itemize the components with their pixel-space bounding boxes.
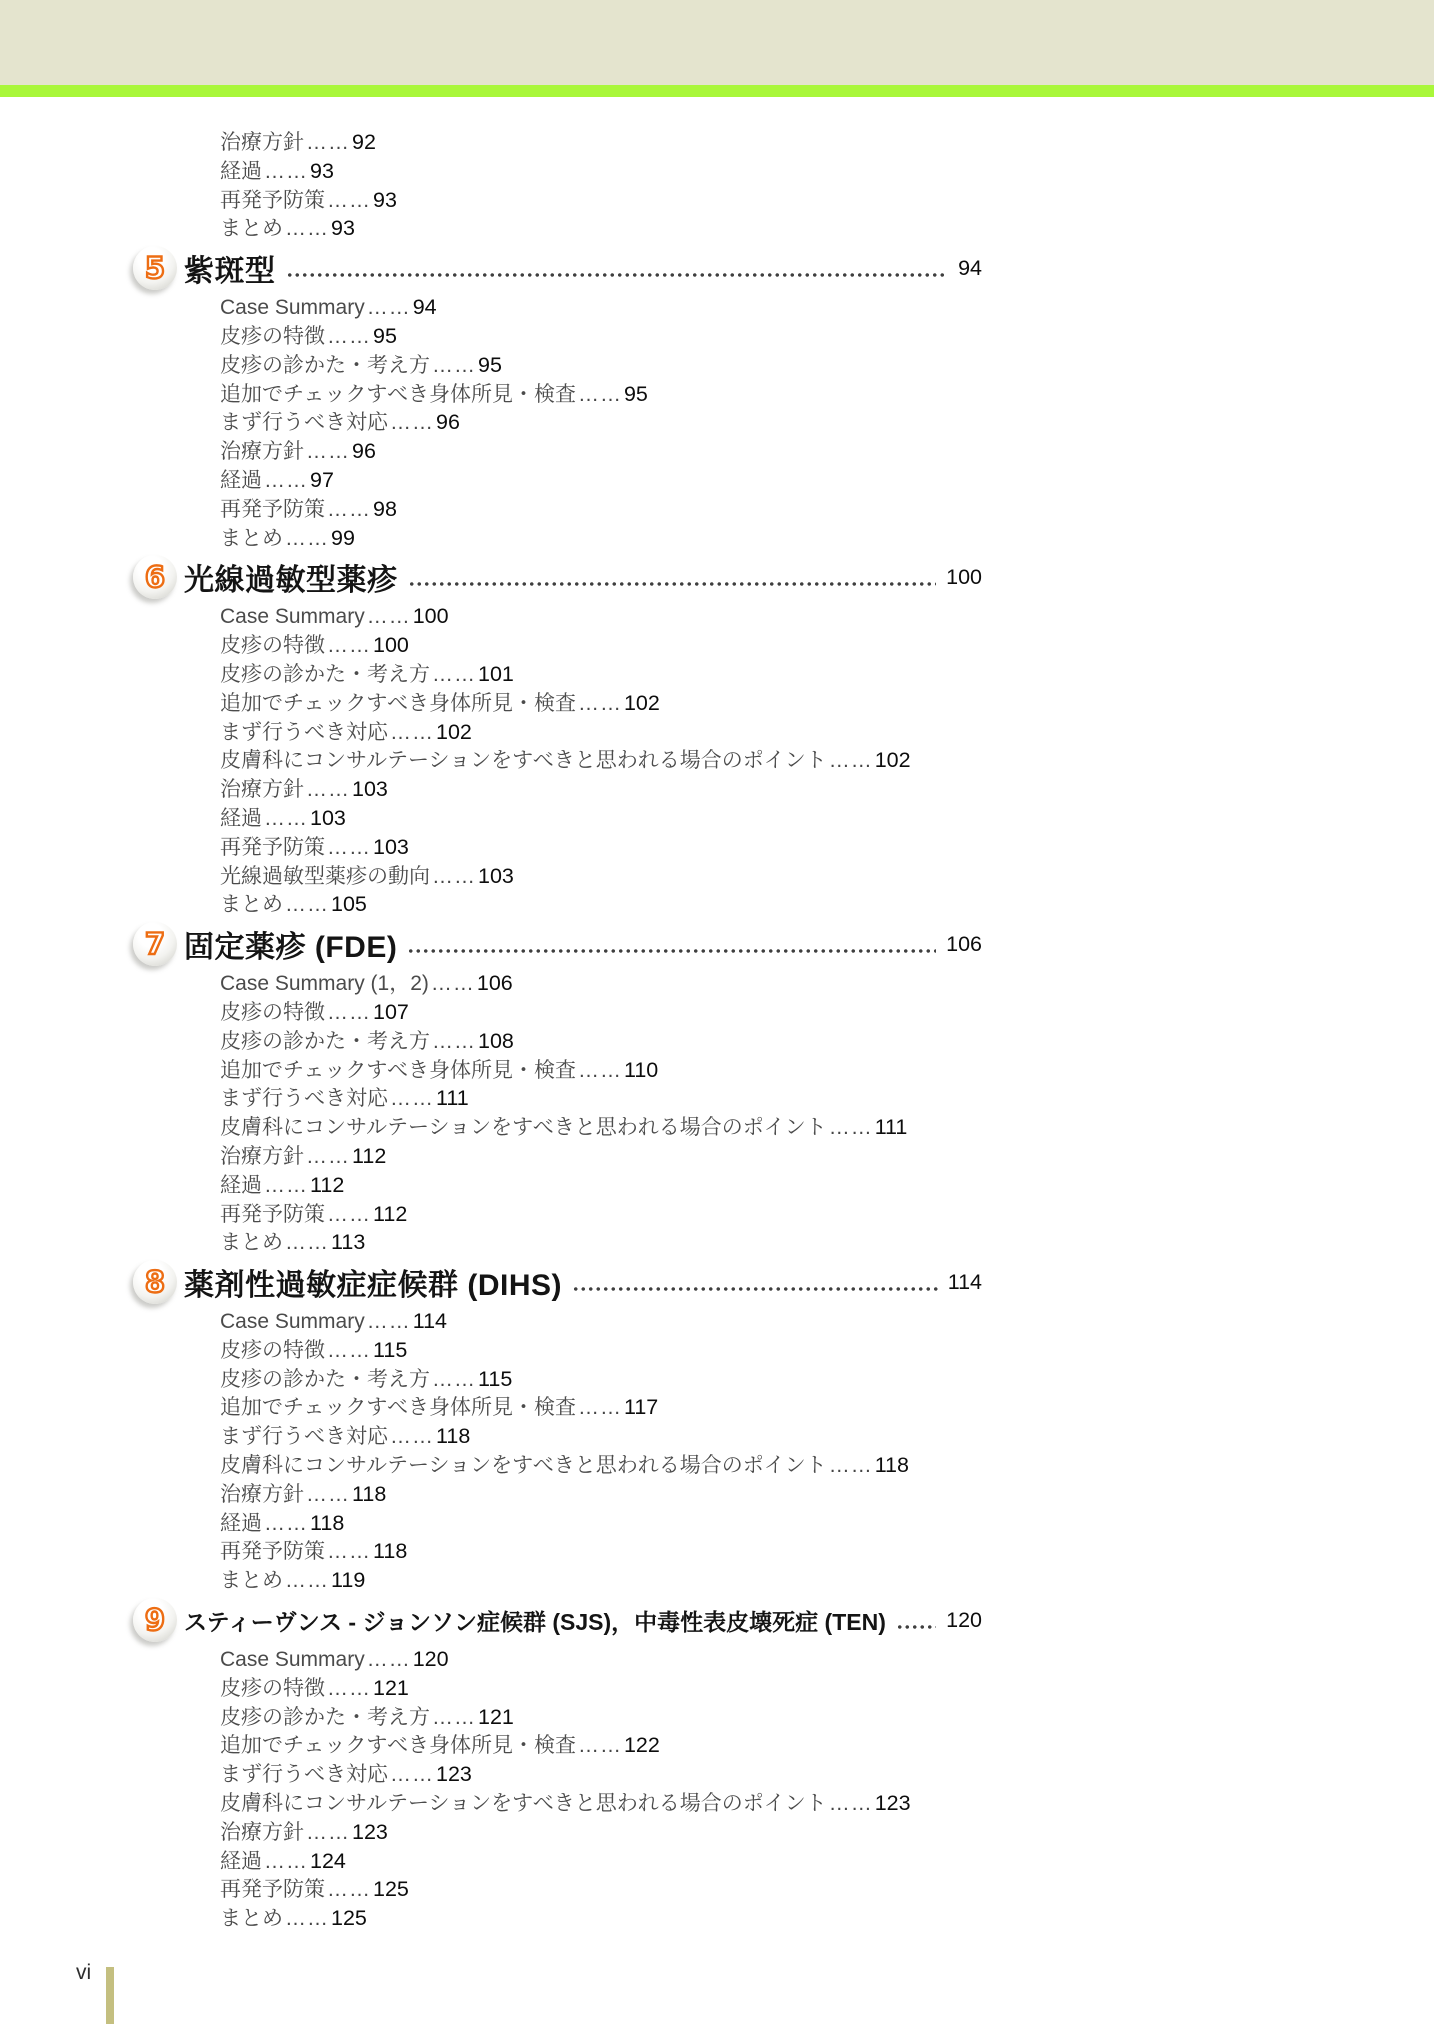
toc-subitem-page-number: 121: [373, 1675, 409, 1700]
toc-subitem-page-number: 112: [310, 1172, 345, 1197]
toc-subitem: [220, 437, 982, 466]
toc-subitem-label: 経過: [220, 1849, 262, 1873]
section-title: 紫斑型: [184, 255, 276, 289]
section-title: 固定薬疹 (FDE): [184, 931, 398, 965]
toc-subitem: [220, 1056, 982, 1085]
toc-subitem-page-number: 111: [874, 1115, 908, 1140]
toc-subitem-page-number: 117: [623, 1395, 659, 1420]
toc-subitem: [220, 1171, 982, 1200]
toc-subitem-page-number: 106: [476, 971, 513, 996]
toc-subitem-label: まとめ: [220, 893, 283, 917]
section-subitems: [133, 969, 982, 1257]
toc-subitem-dot-leader: ……: [432, 662, 476, 686]
toc-subitem-dot-leader: ……: [430, 972, 475, 996]
toc-subitem: [220, 186, 982, 215]
toc-subitem-dot-leader: ……: [327, 1000, 371, 1024]
toc-subitem-dot-leader: ……: [285, 1907, 329, 1931]
toc-subitem-page-number: 118: [310, 1510, 345, 1535]
toc-subitem-page-number: 105: [331, 892, 367, 917]
toc-subitem-label: 経過: [220, 468, 262, 492]
toc-subitem-page-number: 103: [310, 805, 346, 830]
toc-subitem-label: 治療方針: [220, 1144, 304, 1168]
toc-subitem-dot-leader: ……: [366, 1310, 411, 1334]
toc-subitem: [220, 969, 982, 998]
toc-subitem-label: まとめ: [220, 1569, 283, 1593]
toc-subitem-label: 皮疹の診かた・考え方: [220, 353, 430, 377]
toc-subitem: [220, 322, 982, 351]
toc-subitem-dot-leader: ……: [285, 1231, 329, 1255]
toc-subitem-label: 皮疹の特徴: [220, 324, 325, 348]
toc-subitem: [220, 602, 982, 631]
toc-subitem: [220, 293, 982, 322]
toc-subitem-dot-leader: ……: [306, 1482, 350, 1506]
toc-subitem-label: 追加でチェックすべき身体所見・検査: [220, 382, 576, 406]
toc-subitem-page-number: 114: [412, 1309, 447, 1334]
toc-subitem-page-number: 93: [310, 158, 334, 183]
toc-subitem-dot-leader: ……: [264, 1511, 308, 1535]
toc-subitem-page-number: 123: [874, 1791, 911, 1816]
folio-page-number: vi: [76, 1961, 92, 1984]
toc-subitem-label: 経過: [220, 159, 262, 183]
toc-subitem-dot-leader: ……: [285, 1569, 329, 1593]
toc-subitem-label: 追加でチェックすべき身体所見・検査: [220, 1058, 576, 1082]
toc-subitem-page-number: 110: [623, 1057, 659, 1082]
toc-intro-items: [133, 97, 982, 243]
toc-subitem-page-number: 112: [352, 1143, 387, 1168]
toc-subitem: [220, 157, 982, 186]
section-dot-leader: [572, 1287, 938, 1291]
toc-subitem-dot-leader: ……: [828, 1116, 873, 1140]
toc-subitem-dot-leader: ……: [390, 1087, 434, 1111]
toc-subitem-dot-leader: ……: [327, 1338, 371, 1362]
toc-subitem-dot-leader: ……: [327, 835, 371, 859]
section-dot-leader: [896, 1625, 936, 1629]
toc-section-heading: [133, 552, 982, 602]
toc-subitem-page-number: 125: [331, 1906, 367, 1931]
toc-subitem-label: 経過: [220, 806, 262, 830]
toc-subitem-page-number: 101: [478, 661, 514, 686]
section-number: 7: [144, 927, 166, 962]
section-number: 5: [144, 251, 166, 286]
toc-subitem-dot-leader: ……: [306, 131, 350, 154]
toc-subitem-dot-leader: ……: [327, 497, 371, 521]
toc-subitem: [220, 804, 982, 833]
toc-subitem-dot-leader: ……: [577, 1058, 622, 1082]
toc-subitem-page-number: 92: [352, 130, 376, 154]
toc-subitem: [220, 1904, 982, 1933]
toc-subitem-page-number: 100: [373, 633, 409, 658]
toc-subitem-label: 皮膚科にコンサルテーションをすべきと思われる場合のポイント: [220, 749, 827, 773]
toc-subitem: [220, 1537, 982, 1566]
toc-subitem-label: 皮膚科にコンサルテーションをすべきと思われる場合のポイント: [220, 1792, 827, 1816]
section-number-badge: [133, 555, 177, 599]
toc-subitem-label: 治療方針: [220, 778, 304, 802]
toc-subitem: [220, 1451, 982, 1480]
toc-subitem: [220, 128, 982, 157]
toc-subitem: [220, 1200, 982, 1229]
toc-subitem-label: まず行うべき対応: [220, 1763, 388, 1787]
toc-subitem-label: 光線過敏型薬疹の動向: [220, 864, 430, 888]
toc-subitem-dot-leader: ……: [264, 468, 308, 492]
toc-subitem-dot-leader: ……: [366, 296, 411, 320]
toc-section: [133, 1595, 982, 1933]
toc-subitem-page-number: 125: [373, 1877, 409, 1902]
toc-subitem-page-number: 115: [373, 1337, 408, 1362]
toc-subitem-dot-leader: ……: [366, 1648, 411, 1672]
toc-subitem-label: まず行うべき対応: [220, 1425, 388, 1449]
toc-subitem-page-number: 124: [310, 1848, 346, 1873]
header-beige-band: [0, 0, 1434, 85]
toc-subitem-dot-leader: ……: [390, 720, 434, 744]
toc-subitem-label: 治療方針: [220, 1820, 304, 1844]
toc-subitem-label: 皮膚科にコンサルテーションをすべきと思われる場合のポイント: [220, 1116, 827, 1140]
section-number-badge: [133, 922, 177, 966]
toc-subitem-page-number: 102: [436, 719, 472, 744]
toc-subitem-label: 経過: [220, 1511, 262, 1535]
toc-subitem-dot-leader: ……: [306, 778, 350, 802]
toc-subitem-dot-leader: ……: [327, 324, 371, 348]
toc-section: [133, 552, 982, 919]
toc-subitem-dot-leader: ……: [828, 1454, 873, 1478]
toc-section: [133, 243, 982, 552]
toc-subitem: [220, 1645, 982, 1674]
toc-subitem-page-number: 97: [310, 467, 334, 492]
toc-subitem-page-number: 103: [478, 863, 514, 888]
table-of-contents: [133, 97, 982, 1933]
section-dot-leader: [286, 273, 949, 277]
toc-subitem-page-number: 100: [412, 604, 449, 629]
toc-subitem-page-number: 98: [373, 496, 397, 521]
toc-subitem-label: 皮疹の特徴: [220, 634, 325, 658]
toc-subitem: [220, 1365, 982, 1394]
toc-subitem-dot-leader: ……: [432, 1705, 476, 1729]
toc-subitem-label: 皮膚科にコンサルテーションをすべきと思われる場合のポイント: [220, 1454, 827, 1478]
toc-subitem: [220, 1084, 982, 1113]
toc-subitem-dot-leader: ……: [577, 1734, 622, 1758]
toc-subitem-label: Case Summary (1，2): [220, 972, 429, 996]
toc-subitem: [220, 1566, 982, 1595]
toc-subitem-dot-leader: ……: [264, 1849, 308, 1873]
toc-subitem-label: 皮疹の診かた・考え方: [220, 1029, 430, 1053]
toc-subitem-label: Case Summary: [220, 296, 365, 320]
toc-subitem: [220, 214, 982, 243]
section-number-badge: [133, 1260, 177, 1304]
section-title: スティーヴンス - ジョンソン症候群 (SJS)，中毒性表皮壊死症 (TEN): [184, 1608, 886, 1635]
toc-subitem-dot-leader: ……: [390, 1763, 434, 1787]
toc-subitem: [220, 660, 982, 689]
toc-subitem-label: 皮疹の特徴: [220, 1000, 325, 1024]
toc-subitem-dot-leader: ……: [306, 1144, 350, 1168]
section-page-number: 120: [946, 1607, 982, 1632]
toc-subitem: [220, 408, 982, 437]
section-subitems: [133, 293, 982, 552]
toc-subitem: [220, 1142, 982, 1171]
header-green-bar: [0, 85, 1434, 97]
section-title: 薬剤性過敏症症候群 (DIHS): [184, 1269, 562, 1303]
toc-subitem-page-number: 119: [331, 1568, 366, 1593]
folio-olive-bar: [106, 1967, 114, 2024]
toc-subitem-label: 再発予防策: [220, 1540, 325, 1564]
toc-subitem-page-number: 94: [412, 295, 437, 320]
toc-subitem: [220, 1847, 982, 1876]
toc-subitem-page-number: 118: [373, 1539, 408, 1564]
toc-subitem-dot-leader: ……: [828, 749, 873, 773]
toc-subitem-label: Case Summary: [220, 605, 365, 629]
toc-subitem-label: まとめ: [220, 1907, 283, 1931]
toc-subitem: [220, 1393, 982, 1422]
toc-subitem-label: 再発予防策: [220, 1878, 325, 1902]
toc-section: [133, 1257, 982, 1595]
toc-subitem-page-number: 111: [436, 1086, 469, 1111]
toc-subitem-dot-leader: ……: [577, 1396, 622, 1420]
toc-subitem-label: 皮疹の診かた・考え方: [220, 662, 430, 686]
toc-subitem-label: まとめ: [220, 1231, 283, 1255]
toc-subitem: [220, 1674, 982, 1703]
section-page-number: 114: [947, 1269, 982, 1294]
toc-subitem-page-number: 118: [436, 1424, 471, 1449]
toc-subitem-label: 再発予防策: [220, 1202, 325, 1226]
toc-subitem: [220, 689, 982, 718]
toc-subitem: [220, 380, 982, 409]
toc-subitem-dot-leader: ……: [264, 159, 308, 183]
toc-subitem-label: 皮疹の特徴: [220, 1676, 325, 1700]
toc-subitem: [220, 495, 982, 524]
toc-subitem-page-number: 115: [478, 1366, 513, 1391]
toc-subitem: [220, 524, 982, 553]
toc-subitem: [220, 746, 982, 775]
toc-subitem: [220, 1480, 982, 1509]
toc-subitem-dot-leader: ……: [577, 382, 622, 406]
toc-subitem-page-number: 121: [478, 1704, 514, 1729]
toc-subitem-dot-leader: ……: [306, 1820, 350, 1844]
toc-subitem-page-number: 93: [331, 216, 355, 241]
toc-subitem-label: まとめ: [220, 526, 283, 550]
section-number: 6: [144, 560, 166, 595]
section-page-number: 106: [946, 931, 982, 956]
toc-subitem-dot-leader: ……: [828, 1792, 873, 1816]
toc-subitem-label: 治療方針: [220, 131, 304, 154]
toc-subitem: [220, 1760, 982, 1789]
toc-subitem-page-number: 112: [373, 1201, 408, 1226]
toc-subitem-dot-leader: ……: [432, 353, 476, 377]
section-number-badge: [133, 246, 177, 290]
toc-subitem-label: 追加でチェックすべき身体所見・検査: [220, 1396, 576, 1420]
toc-subitem-label: 皮疹の診かた・考え方: [220, 1705, 430, 1729]
toc-subitem: [220, 351, 982, 380]
toc-subitem-label: まとめ: [220, 217, 283, 241]
toc-subitem-label: まず行うべき対応: [220, 720, 388, 744]
toc-subitem: [220, 631, 982, 660]
toc-subitem-page-number: 102: [874, 748, 911, 773]
toc-subitem-page-number: 95: [623, 381, 648, 406]
toc-subitem-label: 治療方針: [220, 440, 304, 464]
toc-subitem-page-number: 120: [412, 1647, 449, 1672]
toc-section-heading: [133, 919, 982, 969]
toc-subitem: [220, 862, 982, 891]
toc-subitem-dot-leader: ……: [577, 691, 622, 715]
toc-subitem: [220, 1336, 982, 1365]
toc-subitem-page-number: 108: [478, 1028, 514, 1053]
section-subitems: [133, 1645, 982, 1933]
toc-subitem-label: 経過: [220, 1173, 262, 1197]
toc-subitem-dot-leader: ……: [306, 440, 350, 464]
toc-subitem-page-number: 113: [331, 1230, 366, 1255]
toc-subitem-dot-leader: ……: [264, 1173, 308, 1197]
toc-subitem: [220, 890, 982, 919]
toc-section-heading: [133, 243, 982, 293]
toc-subitem-dot-leader: ……: [285, 893, 329, 917]
toc-subitem-label: 再発予防策: [220, 497, 325, 521]
section-subitems: [133, 1307, 982, 1595]
toc-subitem-dot-leader: ……: [390, 411, 434, 435]
toc-subitem-page-number: 103: [373, 834, 409, 859]
toc-subitem-page-number: 102: [623, 690, 660, 715]
toc-subitem-dot-leader: ……: [327, 1676, 371, 1700]
toc-subitem: [220, 1818, 982, 1847]
toc-subitem: [220, 998, 982, 1027]
toc-subitem: [220, 1703, 982, 1732]
toc-subitem-label: 追加でチェックすべき身体所見・検査: [220, 1734, 576, 1758]
toc-subitem: [220, 1731, 982, 1760]
toc-subitem-dot-leader: ……: [285, 217, 329, 241]
toc-section-heading: [133, 1595, 982, 1645]
toc-subitem: [220, 1113, 982, 1142]
toc-section: [133, 919, 982, 1257]
toc-subitem-dot-leader: ……: [390, 1425, 434, 1449]
section-dot-leader: [407, 949, 936, 953]
toc-subitem: [220, 1307, 982, 1336]
toc-subitem-label: 追加でチェックすべき身体所見・検査: [220, 691, 576, 715]
toc-subitem-dot-leader: ……: [327, 1202, 371, 1226]
toc-sections: [133, 243, 982, 1933]
section-number: 9: [144, 1603, 166, 1638]
toc-subitem-label: 皮疹の診かた・考え方: [220, 1367, 430, 1391]
toc-subitem-dot-leader: ……: [366, 605, 411, 629]
toc-subitem-dot-leader: ……: [327, 634, 371, 658]
section-number: 8: [144, 1265, 166, 1300]
toc-subitem: [220, 775, 982, 804]
toc-subitem-page-number: 122: [623, 1733, 660, 1758]
toc-subitem-label: 再発予防策: [220, 835, 325, 859]
toc-subitem-page-number: 103: [352, 777, 388, 802]
toc-subitem: [220, 1422, 982, 1451]
toc-subitem-dot-leader: ……: [432, 1029, 476, 1053]
toc-subitem-label: Case Summary: [220, 1310, 365, 1334]
toc-section-heading: [133, 1257, 982, 1307]
toc-subitem: [220, 466, 982, 495]
toc-subitem-label: 再発予防策: [220, 188, 325, 212]
toc-subitem-page-number: 95: [373, 323, 397, 348]
toc-subitem-label: まず行うべき対応: [220, 1087, 388, 1111]
toc-subitem-label: 皮疹の特徴: [220, 1338, 325, 1362]
toc-subitem: [220, 1027, 982, 1056]
toc-subitem: [220, 1789, 982, 1818]
toc-subitem-page-number: 118: [874, 1453, 909, 1478]
toc-subitem-page-number: 99: [331, 525, 355, 550]
toc-subitem-dot-leader: ……: [327, 1878, 371, 1902]
toc-subitem-page-number: 107: [373, 999, 409, 1024]
section-title: 光線過敏型薬疹: [184, 564, 398, 598]
toc-subitem: [220, 833, 982, 862]
section-page-number: 100: [946, 564, 982, 589]
toc-subitem-page-number: 93: [373, 187, 397, 212]
toc-subitem-dot-leader: ……: [432, 1367, 476, 1391]
toc-subitem: [220, 1228, 982, 1257]
toc-subitem-label: 治療方針: [220, 1482, 304, 1506]
toc-subitem-dot-leader: ……: [285, 526, 329, 550]
toc-subitem: [220, 1509, 982, 1538]
section-subitems: [133, 602, 982, 919]
toc-subitem-page-number: 95: [478, 352, 502, 377]
toc-subitem-dot-leader: ……: [327, 188, 371, 212]
toc-subitem: [220, 1875, 982, 1904]
toc-subitem-page-number: 96: [436, 410, 460, 435]
toc-subitem-dot-leader: ……: [264, 806, 308, 830]
toc-subitem-page-number: 96: [352, 439, 376, 464]
section-number-badge: [133, 1598, 177, 1642]
toc-subitem-dot-leader: ……: [432, 864, 476, 888]
section-page-number: 94: [958, 255, 982, 280]
toc-subitem-label: Case Summary: [220, 1648, 365, 1672]
toc-subitem-label: まず行うべき対応: [220, 411, 388, 435]
toc-subitem: [220, 718, 982, 747]
toc-subitem-page-number: 123: [352, 1819, 388, 1844]
toc-subitem-dot-leader: ……: [327, 1540, 371, 1564]
section-dot-leader: [408, 582, 937, 586]
toc-subitem-page-number: 123: [436, 1762, 472, 1787]
toc-subitem-page-number: 118: [352, 1481, 387, 1506]
